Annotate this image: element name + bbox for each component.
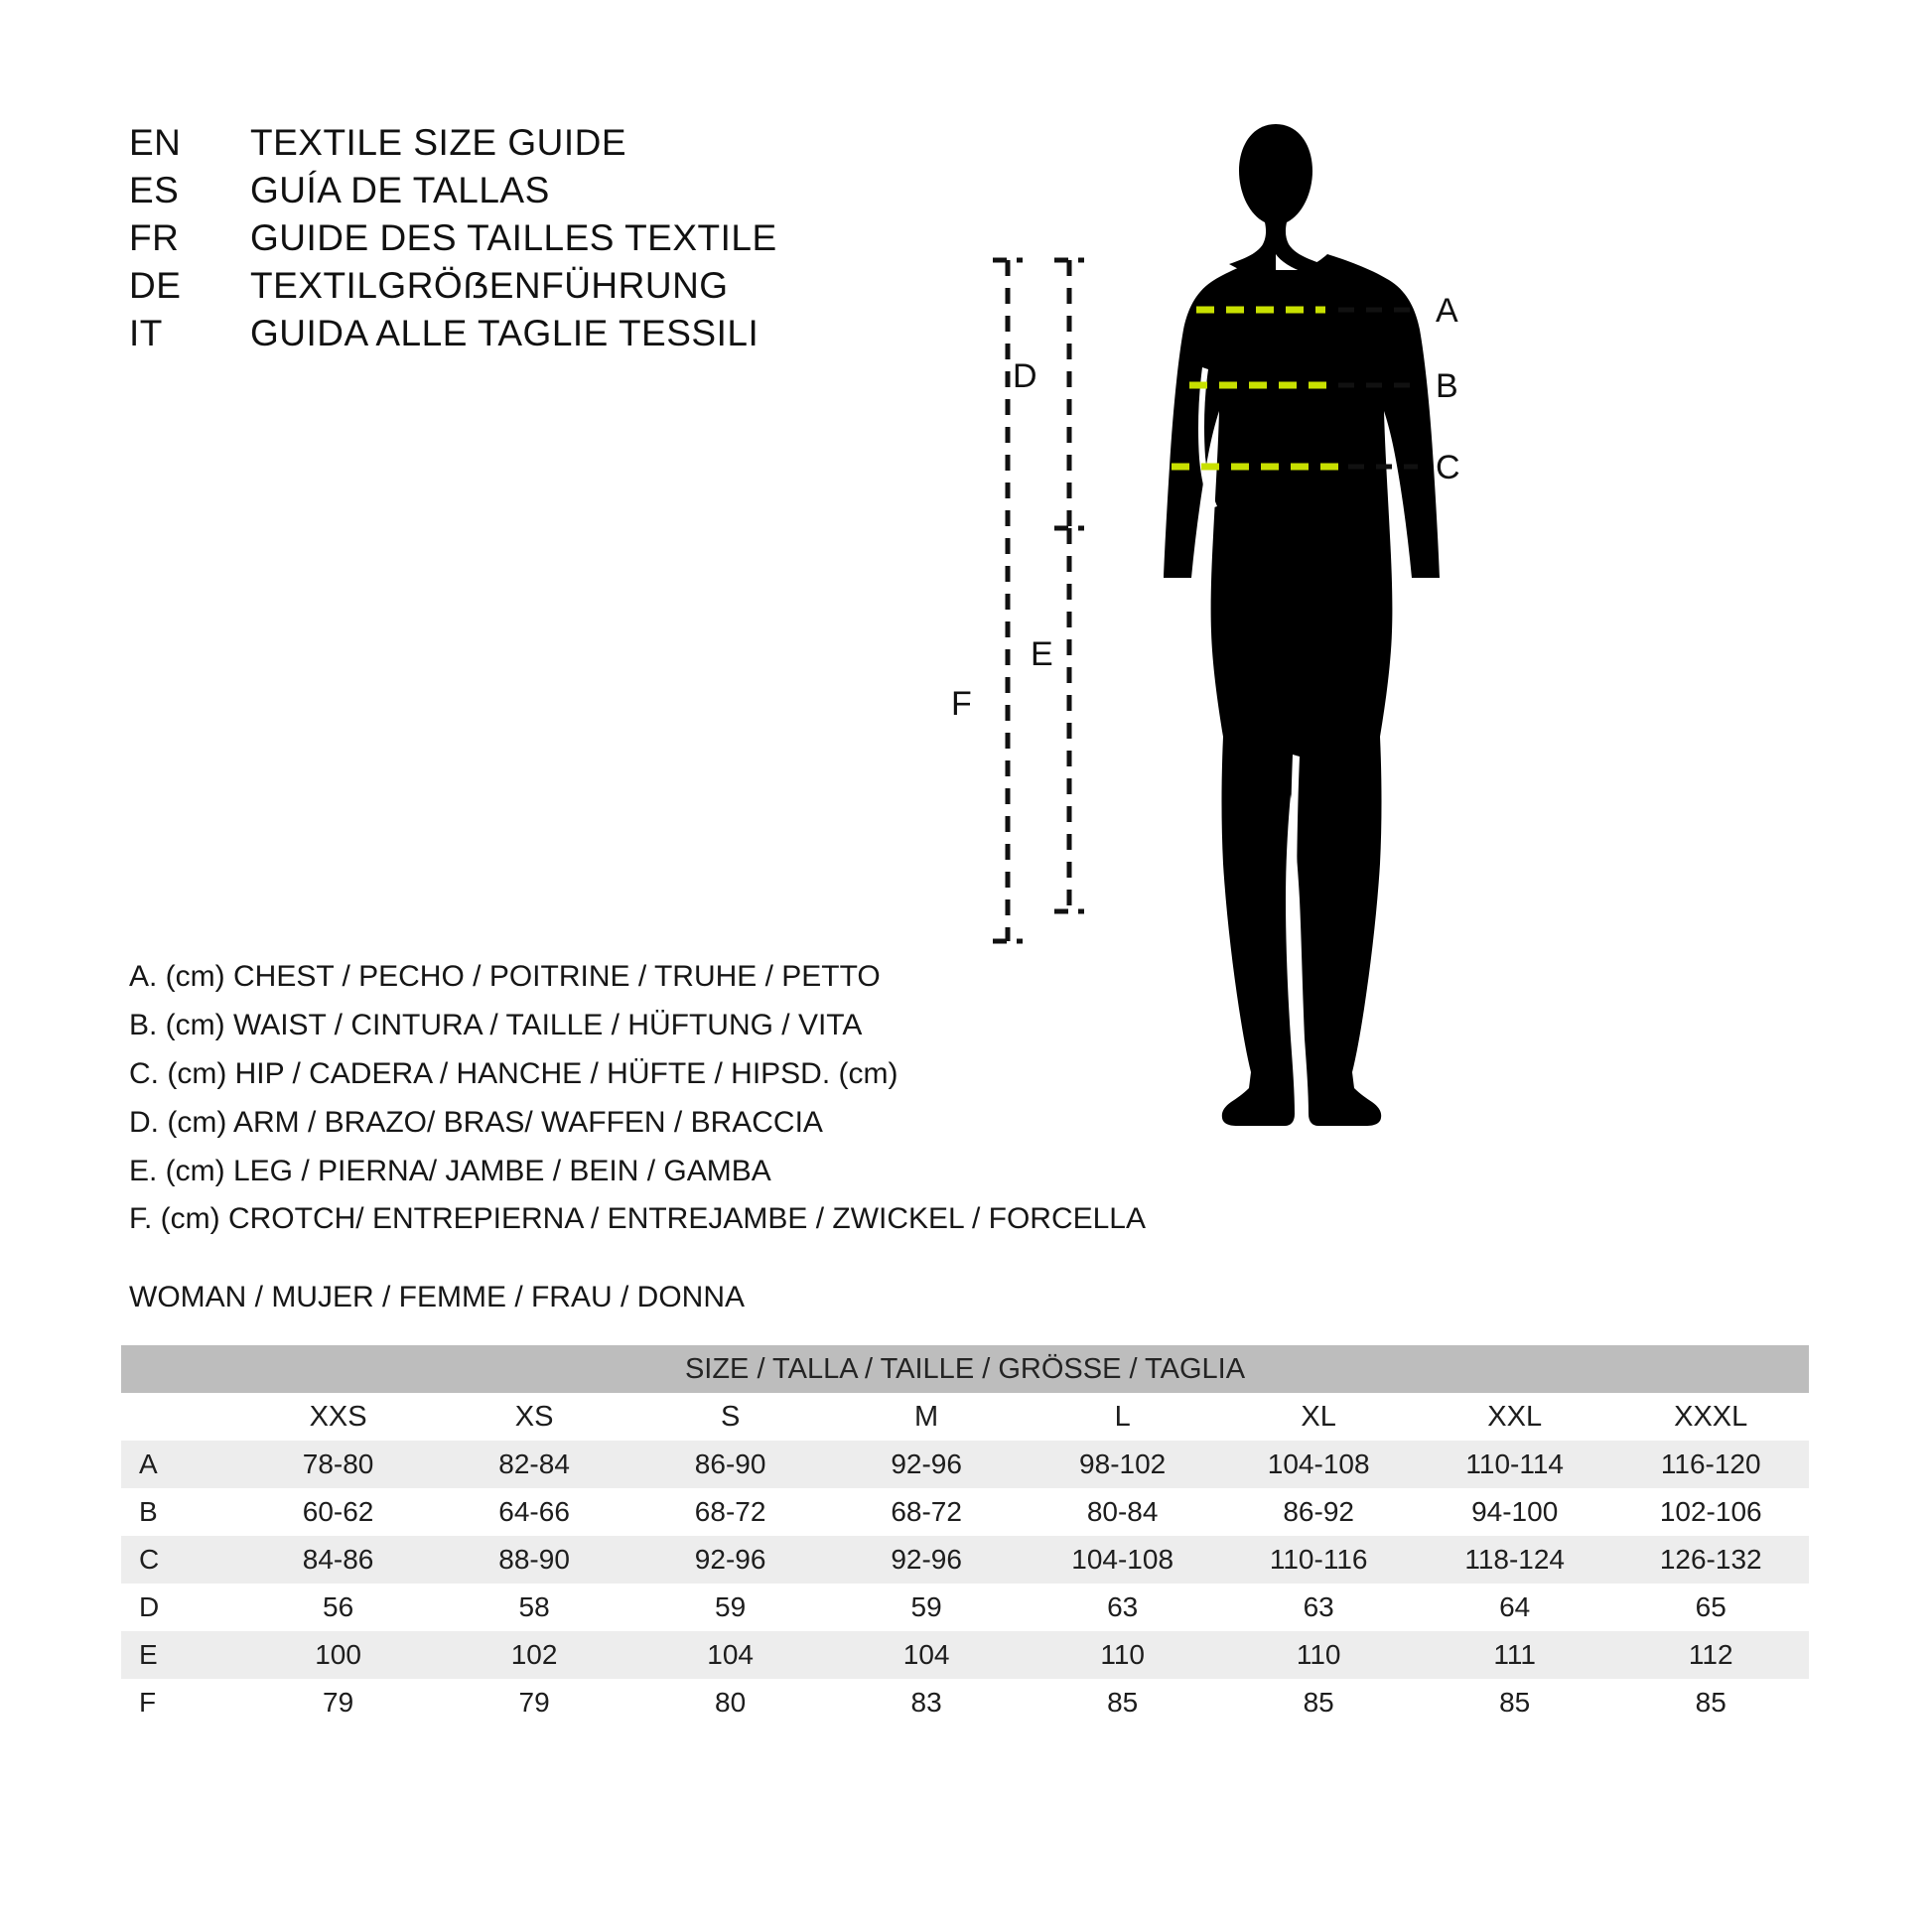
legend-line-d: D. (cm) ARM / BRAZO/ BRAS/ WAFFEN / BRACCIA [129,1105,823,1139]
size-col-xl: XL [1220,1393,1417,1441]
title-text-es: GUÍA DE TALLAS [250,170,550,211]
row-label-f: F [121,1679,240,1726]
cell-f-xxxl: 85 [1612,1679,1809,1726]
size-col-xxl: XXL [1417,1393,1613,1441]
cell-a-s: 86-90 [632,1441,829,1488]
cell-d-l: 63 [1025,1584,1221,1631]
cell-d-xxl: 64 [1417,1584,1613,1631]
row-label-e: E [121,1631,240,1679]
dimension-label-c: C [1436,449,1460,486]
dimension-label-e: E [1031,635,1053,673]
row-label-a: A [121,1441,240,1488]
cell-f-xs: 79 [436,1679,632,1726]
cell-a-m: 92-96 [828,1441,1025,1488]
size-col-m: M [828,1393,1025,1441]
table-row [121,1631,1809,1679]
title-row-it [129,310,973,357]
table-row [121,1488,1809,1536]
title-lang-de: DE [129,265,182,307]
cell-a-xs: 82-84 [436,1441,632,1488]
cell-e-xxxl: 112 [1612,1631,1809,1679]
cell-f-s: 80 [632,1679,829,1726]
title-lang-en: EN [129,122,182,163]
legend-line-a: A. (cm) CHEST / PECHO / POITRINE / TRUHE / PETTO [129,960,881,993]
title-row-de [129,262,973,310]
title-text-it: GUIDA ALLE TAGLIE TESSILI [250,313,759,354]
table-size-row [121,1393,1809,1441]
title-lang-fr: FR [129,217,180,259]
title-block [129,119,973,357]
size-table [121,1345,1809,1726]
cell-a-xxs: 78-80 [240,1441,437,1488]
title-lang-es: ES [129,170,180,211]
cell-a-xxxl: 116-120 [1612,1441,1809,1488]
cell-c-xxl: 118-124 [1417,1536,1613,1584]
size-row-corner [121,1393,240,1441]
cell-b-xxl: 94-100 [1417,1488,1613,1536]
title-text-de: TEXTILGRÖẞENFÜHRUNG [250,265,729,307]
table-row [121,1679,1809,1726]
cell-e-l: 110 [1025,1631,1221,1679]
title-row-fr [129,214,973,262]
cell-f-xxs: 79 [240,1679,437,1726]
cell-c-l: 104-108 [1025,1536,1221,1584]
cell-d-xs: 58 [436,1584,632,1631]
cell-c-xxs: 84-86 [240,1536,437,1584]
title-row-en [129,119,973,167]
title-text-fr: GUIDE DES TAILLES TEXTILE [250,217,777,259]
title-text-en: TEXTILE SIZE GUIDE [250,122,627,163]
cell-b-s: 68-72 [632,1488,829,1536]
cell-e-xxl: 111 [1417,1631,1613,1679]
legend-line-c: C. (cm) HIP / CADERA / HANCHE / HÜFTE / HIPSD. (cm) [129,1056,898,1090]
table-header-row [121,1345,1809,1393]
row-label-b: B [121,1488,240,1536]
row-label-d: D [121,1584,240,1631]
legend-line-f: F. (cm) CROTCH/ ENTREPIERNA / ENTREJAMBE / ZWICKEL / FORCELLA [129,1202,1146,1236]
table-header-label: SIZE / TALLA / TAILLE / GRÖSSE / TAGLIA [684,1352,1246,1385]
cell-c-m: 92-96 [828,1536,1025,1584]
cell-c-s: 92-96 [632,1536,829,1584]
size-col-s: S [632,1393,829,1441]
cell-a-xxl: 110-114 [1417,1441,1613,1488]
cell-b-m: 68-72 [828,1488,1025,1536]
leg-bracket [1054,528,1084,911]
legend-block [129,953,1241,1244]
legend-line-b: B. (cm) WAIST / CINTURA / TAILLE / HÜFTUNG / VITA [129,1008,863,1041]
cell-a-xl: 104-108 [1220,1441,1417,1488]
cell-a-l: 98-102 [1025,1441,1221,1488]
cell-d-xxxl: 65 [1612,1584,1809,1631]
size-col-xxs: XXS [240,1393,437,1441]
cell-c-xxxl: 126-132 [1612,1536,1809,1584]
cell-c-xs: 88-90 [436,1536,632,1584]
size-col-xs: XS [436,1393,632,1441]
cell-d-m: 59 [828,1584,1025,1631]
arm-bracket [1054,260,1084,528]
table-row [121,1536,1809,1584]
cell-c-xl: 110-116 [1220,1536,1417,1584]
table-row [121,1584,1809,1631]
cell-f-xl: 85 [1220,1679,1417,1726]
cell-b-xxs: 60-62 [240,1488,437,1536]
category-label: WOMAN / MUJER / FEMME / FRAU / DONNA [129,1281,745,1313]
cell-d-xxs: 56 [240,1584,437,1631]
cell-b-l: 80-84 [1025,1488,1221,1536]
dimension-label-b: B [1436,367,1458,405]
row-label-c: C [121,1536,240,1584]
dimension-label-d: D [1013,357,1037,395]
cell-f-l: 85 [1025,1679,1221,1726]
dimension-label-f: F [951,685,972,723]
cell-b-xxxl: 102-106 [1612,1488,1809,1536]
cell-e-xxs: 100 [240,1631,437,1679]
cell-d-s: 59 [632,1584,829,1631]
cell-d-xl: 63 [1220,1584,1417,1631]
title-row-es [129,167,973,214]
table-row [121,1441,1809,1488]
size-col-xxxl: XXXL [1612,1393,1809,1441]
cell-f-m: 83 [828,1679,1025,1726]
legend-line-e: E. (cm) LEG / PIERNA/ JAMBE / BEIN / GAMBA [129,1154,771,1187]
cell-e-m: 104 [828,1631,1025,1679]
title-lang-it: IT [129,313,163,354]
cell-f-xxl: 85 [1417,1679,1613,1726]
size-col-l: L [1025,1393,1221,1441]
cell-b-xl: 86-92 [1220,1488,1417,1536]
cell-b-xs: 64-66 [436,1488,632,1536]
cell-e-xl: 110 [1220,1631,1417,1679]
cell-e-xs: 102 [436,1631,632,1679]
cell-e-s: 104 [632,1631,829,1679]
dimension-label-a: A [1436,292,1458,330]
